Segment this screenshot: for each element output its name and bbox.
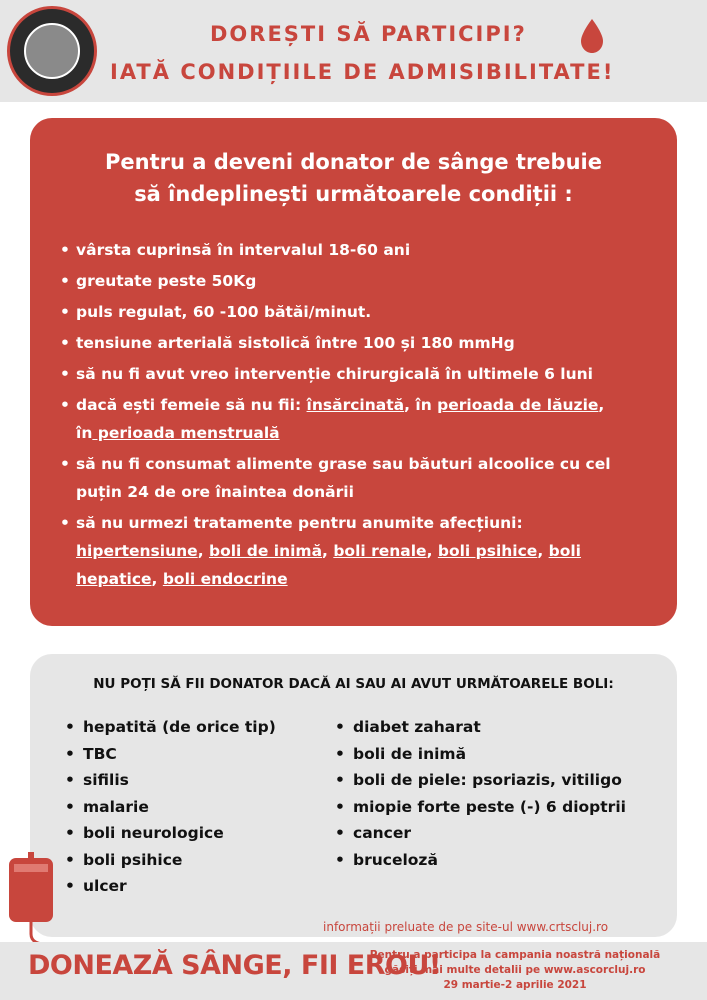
disease-item: • diabet zaharat — [335, 714, 626, 741]
condition-item-pregnancy: • dacă ești femeie să nu fii: însărcinată, în perioada de lăuzie, în perioada menstruală — [60, 391, 670, 447]
disease-item: • miopie forte peste (-) 6 dioptrii — [335, 794, 626, 821]
footer-campaign-info — [345, 948, 685, 993]
diseases-column-1 — [65, 714, 276, 900]
disease-item: • boli psihice — [65, 847, 276, 874]
conditions-list — [60, 236, 670, 596]
condition-item-treatment: • să nu urmezi tratamente pentru anumite afecțiuni: hipertensiune, boli de inimă, boli renale, boli psihice, boli hepatice, boli endocrine — [60, 509, 670, 593]
link-pregnant[interactable]: însărcinată — [306, 396, 405, 414]
link-kidney-disease[interactable]: boli renale — [333, 542, 427, 560]
link-hypertension[interactable]: hipertensiune — [76, 542, 198, 560]
header-title-line2: IATĂ CONDIȚIILE DE ADMISIBILITATE! — [110, 60, 615, 84]
footer-slogan: DONEAZĂ SÂNGE, FII EROU! — [28, 950, 441, 981]
footer-line3: 29 martie-2 aprilie 2021 — [443, 979, 587, 991]
diseases-title: NU POȚI SĂ FII DONATOR DACĂ AI SAU AI AVUT URMĂTOARELE BOLI: — [93, 676, 614, 692]
disease-item: • cancer — [335, 820, 626, 847]
condition-item-alcohol: • să nu fi consumat alimente grase sau băuturi alcoolice cu cel puțin 24 de ore înaintea donării — [60, 450, 670, 506]
disease-item: • bruceloză — [335, 847, 626, 874]
conditions-title: Pentru a deveni donator de sânge trebuie să îndeplinești următoarele condiții : — [105, 150, 602, 206]
disease-item: • boli de inimă — [335, 741, 626, 768]
link-liver-disease[interactable]: boli — [548, 542, 581, 560]
disease-item: • TBC — [65, 741, 276, 768]
link-menstrual[interactable]: perioada menstruală — [92, 424, 280, 442]
condition-item: • tensiune arterială sistolică între 100 și 180 mmHg — [60, 329, 670, 357]
conditions-card — [30, 118, 677, 626]
link-postpartum[interactable]: perioada de lăuzie — [437, 396, 599, 414]
footer-line1: Pentru a participa la campania noastră națională — [369, 949, 661, 961]
crts-logo-icon — [7, 6, 97, 96]
header-title-line1: DOREȘTI SĂ PARTICIPI? — [210, 22, 527, 46]
link-liver-disease-cont[interactable]: hepatice — [76, 570, 152, 588]
condition-item: • vârsta cuprinsă în intervalul 18-60 ani — [60, 236, 670, 264]
condition-item: • greutate peste 50Kg — [60, 267, 670, 295]
condition-item: • puls regulat, 60 -100 bătăi/minut. — [60, 298, 670, 326]
link-endocrine-disease[interactable]: boli endocrine — [162, 570, 288, 588]
logo-center — [24, 23, 80, 79]
link-psychic-disease[interactable]: boli psihice — [437, 542, 538, 560]
disease-item: • sifilis — [65, 767, 276, 794]
blood-bag-icon — [6, 852, 56, 947]
diseases-column-2 — [335, 714, 626, 873]
blood-drop-icon — [578, 18, 606, 54]
diseases-card — [30, 654, 677, 937]
disease-item: • malarie — [65, 794, 276, 821]
disease-item: • ulcer — [65, 873, 276, 900]
footer-line2: găsiți mai multe detalii pe www.ascorcluj.ro — [384, 964, 646, 976]
condition-item: • să nu fi avut vreo intervenție chirurgicală în ultimele 6 luni — [60, 360, 670, 388]
disease-item: • hepatită (de orice tip) — [65, 714, 276, 741]
disease-item: • boli neurologice — [65, 820, 276, 847]
source-note: informații preluate de pe site-ul www.crtscluj.ro — [323, 920, 609, 934]
disease-item: • boli de piele: psoriazis, vitiligo — [335, 767, 626, 794]
link-heart-disease[interactable]: boli de inimă — [208, 542, 323, 560]
